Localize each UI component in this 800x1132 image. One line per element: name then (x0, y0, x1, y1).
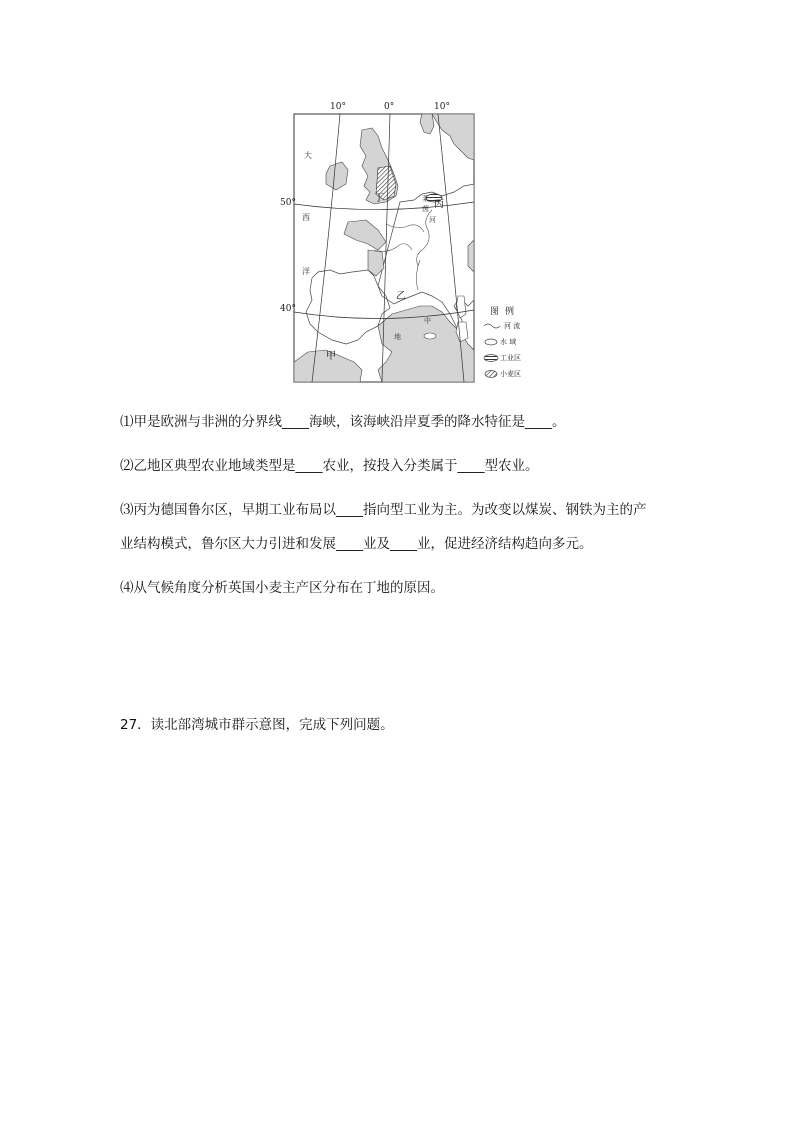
legend-river-label: 河 流 (504, 322, 521, 330)
legend-industry-symbol (484, 355, 498, 362)
legend-water-label: 水 域 (500, 338, 517, 346)
question-1-text: ⑴甲是欧洲与非洲的分界线____海峡，该海峡沿岸夏季的降水特征是____。 (120, 414, 566, 430)
place-yi: 乙 (396, 291, 406, 302)
europe-map (282, 100, 532, 388)
legend-wheat-symbol (485, 371, 497, 378)
question-3-text-2: 业结构模式，鲁尔区大力引进和发展____业及____业，促进经济结构趋向多元。 (120, 536, 593, 552)
question-3-line-1 (120, 495, 700, 525)
question-3-line-2 (120, 529, 700, 559)
ocean-label-da: 大 (304, 151, 312, 160)
tick-lat-40: 40° (280, 304, 296, 314)
tick-lon-right: 10° (434, 102, 450, 112)
label-di: 地 (394, 333, 401, 341)
ocean-label-xi: 西 (302, 213, 310, 222)
tick-lat-50: 50° (280, 198, 296, 208)
place-ding: 丁 (374, 193, 384, 204)
place-bing: 丙 (434, 199, 444, 210)
map-balearic (424, 333, 436, 339)
label-lai: 莱 (422, 195, 429, 203)
question-4-text: ⑷从气候角度分析英国小麦主产区分布在丁地的原因。 (120, 580, 444, 596)
map-land-italy (468, 240, 474, 272)
ocean-label-yang: 洋 (302, 267, 310, 276)
legend-industry-label: 工业区 (500, 354, 521, 362)
place-jia: 甲 (326, 351, 336, 362)
question-27-text: 27．读北部湾城市群示意图，完成下列问题。 (120, 717, 394, 733)
label-yin: 茵 (422, 205, 429, 213)
legend-wheat-label: 小麦区 (500, 370, 521, 378)
label-zhong: 中 (424, 317, 431, 325)
question-27 (120, 710, 700, 740)
question-3-text-1: ⑶丙为德国鲁尔区，早期工业布局以____指向型工业为主。为改变以煤炭、钢铁为主的产 (120, 502, 647, 518)
question-1 (120, 407, 700, 437)
legend-water-symbol (485, 339, 497, 345)
map-drawing (282, 100, 532, 388)
question-4 (120, 573, 700, 603)
question-2-text: ⑵乙地区典型农业地域类型是____农业，按投入分类属于____型农业。 (120, 458, 539, 474)
label-he: 河 (429, 216, 436, 224)
question-2 (120, 451, 700, 481)
tick-lon-center: 0° (384, 102, 395, 112)
tick-lon-left: 10° (330, 102, 346, 112)
legend-title: 图例 (490, 307, 521, 317)
